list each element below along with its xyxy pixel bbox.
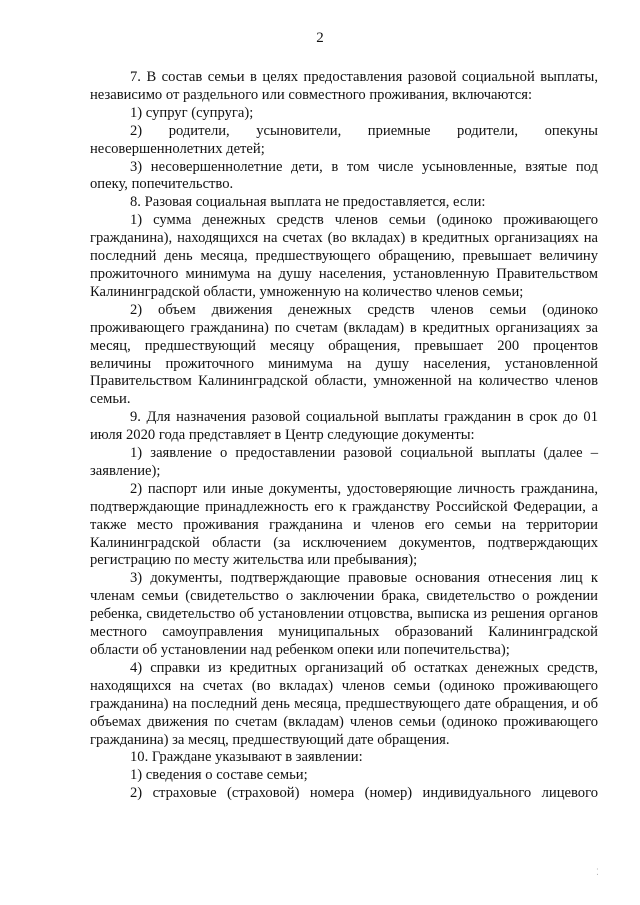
list-item-family-info: 1) сведения о составе семьи; bbox=[130, 767, 308, 784]
list-item-spouse: 1) супруг (супруга); bbox=[130, 104, 254, 121]
paragraph-8: 8. Разовая социальная выплата не предоставляется, если: bbox=[130, 194, 486, 211]
list-item-funds-movement: 2) объем движения денежных средств членов семьи (одиноко проживающего гражданина) по счетам (вкладам) в кредитных организациях за месяц, предшествующий месяцу обращения, превышает 200 процентов величины прожиточного минимума на душу населения, установленной Правительством Калининградской области, умноженной на количество членов семьи. bbox=[90, 301, 598, 408]
margin-mark: ⁚ bbox=[596, 867, 599, 877]
list-item-passport: 2) паспорт или иные документы, удостоверяющие личность гражданина, подтверждающие принадлежность его к гражданству Российской Федерации, а также место проживания гражданина и членов его семьи на территории Калининградской области (за исключением документов, подтверждающих регистрацию по месту жительства или пребывания); bbox=[90, 480, 598, 569]
paragraph-7: 7. В состав семьи в целях предоставления разовой социальной выплаты, независимо от раздельного или совместного проживания, включаются: bbox=[90, 69, 598, 103]
document-body bbox=[90, 69, 598, 803]
list-item-family-documents: 3) документы, подтверждающие правовые основания отнесения лиц к членам семьи (свидетельство о заключении брака, свидетельство о рождении ребенка, свидетельство об установлении отцовства, выписка из решения органов местного самоуправления муниципальных образований Калининградской области об установлении над ребенком опеки или попечительства); bbox=[90, 570, 598, 658]
list-item-insurance-numbers: 2) страховые (страховой) номера (номер) индивидуального лицевого bbox=[130, 785, 598, 802]
list-item-children: 3) несовершеннолетние дети, в том числе усыновленные, взятые под опеку, попечительство. bbox=[90, 158, 598, 193]
list-item-funds-balance: 1) сумма денежных средств членов семьи (одиноко проживающего гражданина), находящихся на счетах (во вкладах) в кредитных организациях на последний день месяца, предшествующего обращению, превышает величину прожиточного минимума на душу населения, установленную Правительством Калининградской области, умноженную на количество членов семьи; bbox=[90, 212, 598, 300]
list-item-application: 1) заявление о предоставлении разовой социальной выплаты (далее – заявление); bbox=[90, 445, 598, 479]
list-item-bank-statements: 4) справки из кредитных организаций об остатках денежных средств, находящихся на счетах (во вкладах) членов семьи (одиноко проживающего гражданина) на последний день месяца, предшествующего дате обращения, и об объемах движения по счетам (вкладам) членов семьи (одиноко проживающего гражданина) за месяц, предшествующий дате обращения. bbox=[90, 659, 598, 748]
page-number: 2 bbox=[316, 30, 324, 46]
paragraph-10: 10. Граждане указывают в заявлении: bbox=[130, 749, 363, 766]
paragraph-9: 9. Для назначения разовой социальной выплаты гражданин в срок до 01 июля 2020 года представляет в Центр следующие документы: bbox=[90, 409, 598, 444]
list-item-parents: 2) родители, усыновители, приемные родители, опекуны несовершеннолетних детей; bbox=[90, 122, 598, 157]
